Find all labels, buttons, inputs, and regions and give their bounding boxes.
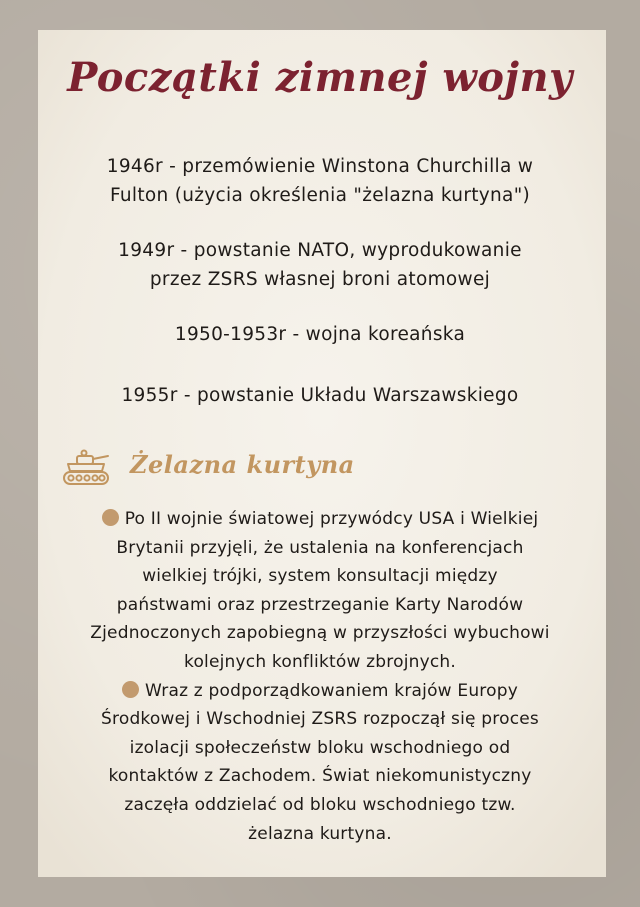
paragraph-line: kolejnych konfliktów zbrojnych.: [184, 651, 456, 672]
timeline-entry-1950: [52, 320, 588, 349]
timeline-line: 1949r - powstanie NATO, wyprodukowanie: [118, 240, 522, 261]
document-content: [52, 40, 588, 870]
timeline-line: 1946r - przemówienie Winstona Churchilla w: [106, 156, 534, 177]
timeline-entry-1949: [52, 236, 588, 294]
timeline-line: przez ZSRS własnej broni atomowej: [149, 269, 491, 290]
paragraph-line: wielkiej trójki, system konsultacji między: [142, 566, 498, 587]
section-title: Żelazna kurtyna: [130, 450, 355, 479]
timeline-line: 1950-1953r - wojna koreańska: [174, 324, 466, 345]
bullet-dot-icon: [102, 509, 119, 526]
timeline: [52, 152, 588, 436]
paragraph-line: izolacji społeczeństw bloku wschodniego od: [129, 737, 511, 758]
paragraph-line: Po II wojnie światowej przywódcy USA i Wielkiej: [124, 509, 539, 529]
paragraph-line: żelazna kurtyna.: [248, 823, 392, 844]
section-body: [52, 505, 588, 848]
paragraph-line: kontaktów z Zachodem. Świat niekomunistyczny: [108, 766, 532, 787]
paragraph-line: Zjednoczonych zapobiegną w przyszłości wybuchowi: [90, 623, 550, 644]
tank-icon: [60, 448, 112, 488]
timeline-entry-1946: [52, 152, 588, 210]
bullet-dot-icon: [122, 681, 139, 698]
timeline-line: 1955r - powstanie Układu Warszawskiego: [121, 385, 519, 406]
paragraph-line: Wraz z podporządkowaniem krajów Europy: [145, 680, 518, 701]
paragraph-line: Środkowej i Wschodniej ZSRS rozpoczął się proces: [101, 709, 539, 730]
paragraph-line: państwami oraz przestrzeganie Karty Narodów: [116, 594, 524, 615]
page-title: Początki zimnej wojny: [67, 54, 573, 101]
bullet-paragraph: [52, 677, 588, 849]
paragraph-line: Brytanii przyjęli, że ustalenia na konferencjach: [116, 537, 524, 558]
section-header: [60, 448, 580, 492]
paragraph-line: zaczęła oddzielać od bloku wschodniego tzw.: [124, 794, 516, 815]
timeline-entry-1955: [52, 381, 588, 410]
timeline-line: Fulton (użycia określenia "żelazna kurtyna"): [109, 185, 531, 206]
bullet-paragraph: [52, 505, 588, 677]
